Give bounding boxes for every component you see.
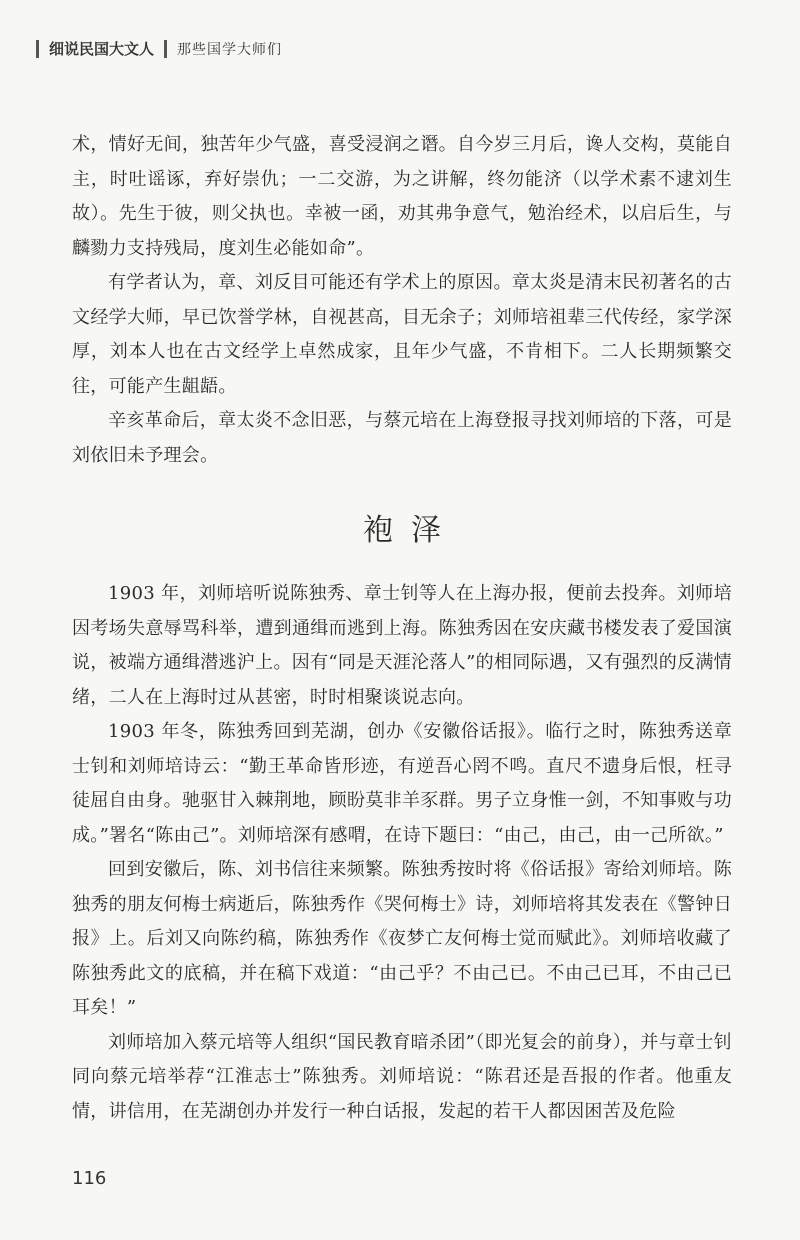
page-number: 116 <box>72 1168 107 1189</box>
paragraph: 刘师培加入蔡元培等人组织“国民教育暗杀团”（即光复会的前身），并与章士钊同向蔡元培举荐“江淮志士”陈独秀。刘师培说：“陈君还是吾报的作者。他重友情，讲信用，在芜湖创办并发行一种白话报，发起的若干人都因困苦及危险 <box>72 1031 732 1122</box>
header-divider <box>164 40 167 58</box>
paragraph: 有学者认为，章、刘反目可能还有学术上的原因。章太炎是清末民初著名的古文经学大师，早已饮誉学林，自视甚高，目无余子；刘师培祖辈三代传经，家学深厚，刘本人也在古文经学上卓然成家，且年少气盛，不肯相下。二人长期频繁交往，可能产生龃龉。 <box>72 272 732 397</box>
paragraph: 辛亥革命后，章太炎不念旧恶，与蔡元培在上海登报寻找刘师培的下落，可是刘依旧未予理会。 <box>72 410 732 466</box>
running-header <box>36 38 282 59</box>
page-body <box>72 128 732 1129</box>
book-title: 细说民国大文人 <box>49 40 155 58</box>
header-divider <box>36 40 39 58</box>
book-subtitle: 那些国学大师们 <box>177 41 283 58</box>
paragraph: 1903 年，刘师培听说陈独秀、章士钊等人在上海办报，便前去投奔。刘师培因考场失意辱骂科举，遭到通缉而逃到上海。陈独秀因在安庆藏书楼发表了爱国演说，被端方通缉潜逃沪上。因有“同是天涯沦落人”的相同际遇，又有强烈的反满情绪，二人在上海时过从甚密，时时相聚谈说志向。 <box>72 583 732 708</box>
paragraph: 回到安徽后，陈、刘书信往来频繁。陈独秀按时将《俗话报》寄给刘师培。陈独秀的朋友何梅士病逝后，陈独秀作《哭何梅士》诗，刘师培将其发表在《警钟日报》上。后刘又向陈约稿，陈独秀作《夜梦亡友何梅士觉而赋此》。刘师培收藏了陈独秀此文的底稿，并在稿下戏道：“由己乎？不由己已。不由己已耳，不由己已耳矣！” <box>72 859 732 1018</box>
paragraph: 1903 年冬，陈独秀回到芜湖，创办《安徽俗话报》。临行之时，陈独秀送章士钊和刘师培诗云：“勤王革命皆形迹，有逆吾心罔不鸣。直尺不遗身后恨，枉寻徒屈自由身。驰驱甘入棘荆地，顾盼莫非羊豕群。男子立身惟一剑，不知事败与功成。”署名“陈由己”。刘师培深有感喟，在诗下题曰：“由己，由己，由一己所欲。” <box>72 721 732 846</box>
section-title: 袍泽 <box>363 513 459 548</box>
paragraph: 术，情好无间，独苦年少气盛，喜受浸润之谮。自今岁三月后，谗人交构，莫能自主，时吐谣诼，弃好崇仇；一二交游，为之讲解，终勿能济（以学术素不逮刘生故）。先生于彼，则父执也。幸被一函，劝其弗争意气，勉治经术，以启后生，与麟勠力支持残局，度刘生必能如命”。 <box>72 134 732 259</box>
